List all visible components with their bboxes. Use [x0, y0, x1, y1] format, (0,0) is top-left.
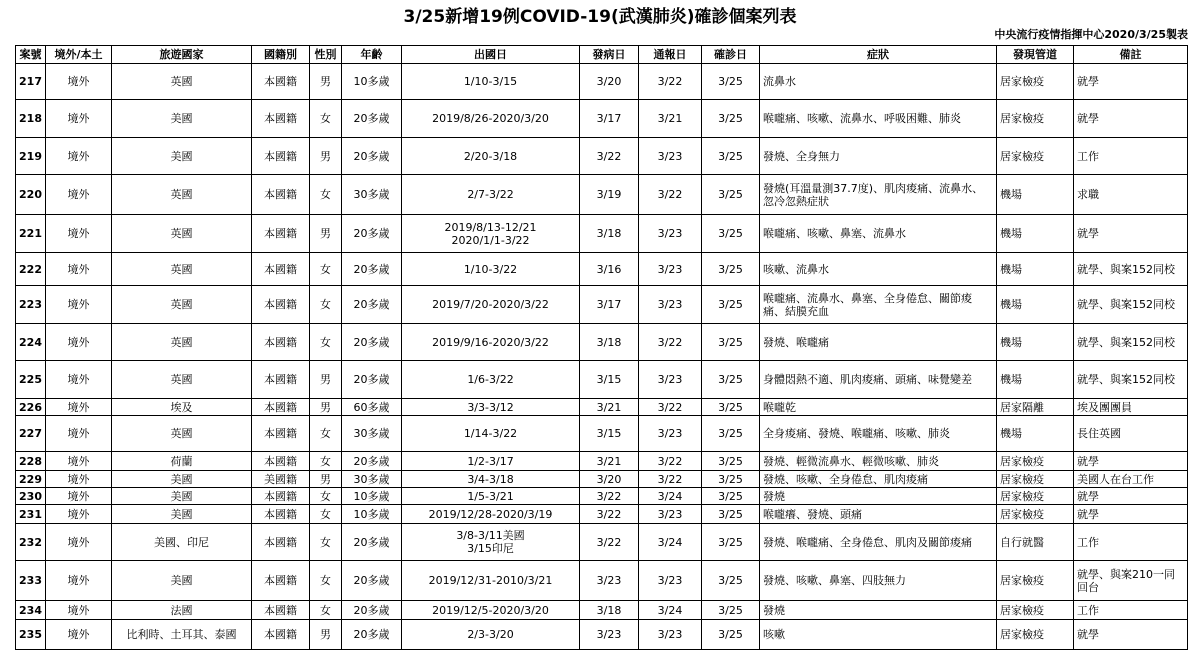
travel-country-cell: 荷蘭	[112, 452, 252, 471]
origin-cell: 境外	[46, 138, 112, 175]
report-date-cell: 3/24	[639, 601, 702, 620]
header-sex: 性別	[310, 46, 342, 64]
travel-country-cell: 英國	[112, 286, 252, 324]
nationality-cell: 本國籍	[252, 138, 310, 175]
table-row	[16, 561, 1188, 601]
discovery-channel-cell: 居家檢疫	[997, 488, 1074, 505]
discovery-channel-cell: 居家檢疫	[997, 471, 1074, 488]
table-row	[16, 286, 1188, 324]
travel-country-cell: 美國	[112, 100, 252, 138]
report-date-cell: 3/22	[639, 471, 702, 488]
confirm-date-cell: 3/25	[702, 524, 760, 561]
onset-date-cell: 3/23	[580, 561, 639, 601]
nationality-cell: 本國籍	[252, 416, 310, 452]
origin-cell: 境外	[46, 561, 112, 601]
nationality-cell: 本國籍	[252, 620, 310, 650]
table-row	[16, 324, 1188, 361]
table-row	[16, 488, 1188, 505]
age-cell: 10多歲	[342, 505, 402, 524]
report-date-cell: 3/23	[639, 361, 702, 399]
origin-cell: 境外	[46, 399, 112, 416]
case-id-cell: 225	[16, 361, 46, 399]
symptoms-cell: 發燒(耳溫量測37.7度)、肌肉痠痛、流鼻水、忽冷忽熱症狀	[760, 175, 997, 215]
symptoms-cell: 發燒	[760, 488, 997, 505]
confirm-date-cell: 3/25	[702, 361, 760, 399]
table-row	[16, 452, 1188, 471]
header-confirm-date: 確診日	[702, 46, 760, 64]
abroad-dates-cell: 3/3-3/12	[402, 399, 580, 416]
sex-cell: 女	[310, 100, 342, 138]
sex-cell: 女	[310, 416, 342, 452]
age-cell: 30多歲	[342, 471, 402, 488]
confirm-date-cell: 3/25	[702, 561, 760, 601]
onset-date-cell: 3/18	[580, 215, 639, 253]
origin-cell: 境外	[46, 505, 112, 524]
table-row	[16, 416, 1188, 452]
case-id-cell: 231	[16, 505, 46, 524]
report-date-cell: 3/24	[639, 488, 702, 505]
table-row	[16, 361, 1188, 399]
onset-date-cell: 3/16	[580, 253, 639, 286]
nationality-cell: 美國籍	[252, 471, 310, 488]
travel-country-cell: 埃及	[112, 399, 252, 416]
travel-country-cell: 英國	[112, 361, 252, 399]
discovery-channel-cell: 機場	[997, 324, 1074, 361]
sex-cell: 女	[310, 324, 342, 361]
origin-cell: 境外	[46, 416, 112, 452]
origin-cell: 境外	[46, 286, 112, 324]
nationality-cell: 本國籍	[252, 253, 310, 286]
table-row	[16, 138, 1188, 175]
table-row	[16, 524, 1188, 561]
sex-cell: 男	[310, 620, 342, 650]
header-nationality: 國籍別	[252, 46, 310, 64]
travel-country-cell: 美國	[112, 138, 252, 175]
sex-cell: 女	[310, 488, 342, 505]
origin-cell: 境外	[46, 620, 112, 650]
discovery-channel-cell: 居家檢疫	[997, 452, 1074, 471]
abroad-dates-cell: 2019/12/28-2020/3/19	[402, 505, 580, 524]
notes-cell: 就學	[1074, 100, 1188, 138]
onset-date-cell: 3/21	[580, 399, 639, 416]
onset-date-cell: 3/23	[580, 620, 639, 650]
discovery-channel-cell: 機場	[997, 175, 1074, 215]
notes-cell: 工作	[1074, 601, 1188, 620]
table-row	[16, 215, 1188, 253]
notes-cell: 就學、與案152同校	[1074, 361, 1188, 399]
discovery-channel-cell: 機場	[997, 361, 1074, 399]
symptoms-cell: 咳嗽、流鼻水	[760, 253, 997, 286]
confirm-date-cell: 3/25	[702, 505, 760, 524]
onset-date-cell: 3/17	[580, 286, 639, 324]
symptoms-cell: 發燒	[760, 601, 997, 620]
case-id-cell: 232	[16, 524, 46, 561]
age-cell: 20多歲	[342, 601, 402, 620]
header-discovery-channel: 發現管道	[997, 46, 1074, 64]
case-id-cell: 228	[16, 452, 46, 471]
onset-date-cell: 3/22	[580, 488, 639, 505]
confirm-date-cell: 3/25	[702, 64, 760, 100]
symptoms-cell: 喉嚨乾	[760, 399, 997, 416]
sex-cell: 男	[310, 399, 342, 416]
abroad-dates-cell: 1/6-3/22	[402, 361, 580, 399]
travel-country-cell: 比利時、土耳其、泰國	[112, 620, 252, 650]
case-id-cell: 233	[16, 561, 46, 601]
symptoms-cell: 咳嗽	[760, 620, 997, 650]
case-id-cell: 226	[16, 399, 46, 416]
symptoms-cell: 喉嚨痛、咳嗽、流鼻水、呼吸困難、肺炎	[760, 100, 997, 138]
discovery-channel-cell: 居家檢疫	[997, 561, 1074, 601]
onset-date-cell: 3/15	[580, 416, 639, 452]
symptoms-cell: 流鼻水	[760, 64, 997, 100]
age-cell: 10多歲	[342, 64, 402, 100]
onset-date-cell: 3/15	[580, 361, 639, 399]
discovery-channel-cell: 居家檢疫	[997, 64, 1074, 100]
onset-date-cell: 3/22	[580, 505, 639, 524]
notes-cell: 就學	[1074, 505, 1188, 524]
onset-date-cell: 3/20	[580, 64, 639, 100]
sex-cell: 女	[310, 175, 342, 215]
age-cell: 20多歲	[342, 253, 402, 286]
report-date-cell: 3/22	[639, 64, 702, 100]
abroad-dates-cell: 2/3-3/20	[402, 620, 580, 650]
onset-date-cell: 3/19	[580, 175, 639, 215]
onset-date-cell: 3/17	[580, 100, 639, 138]
report-date-cell: 3/23	[639, 416, 702, 452]
onset-date-cell: 3/22	[580, 138, 639, 175]
origin-cell: 境外	[46, 361, 112, 399]
sex-cell: 男	[310, 64, 342, 100]
header-travel-country: 旅遊國家	[112, 46, 252, 64]
origin-cell: 境外	[46, 253, 112, 286]
notes-cell: 求職	[1074, 175, 1188, 215]
abroad-dates-cell: 1/14-3/22	[402, 416, 580, 452]
age-cell: 20多歲	[342, 215, 402, 253]
report-date-cell: 3/21	[639, 100, 702, 138]
age-cell: 20多歲	[342, 286, 402, 324]
travel-country-cell: 英國	[112, 324, 252, 361]
discovery-channel-cell: 機場	[997, 416, 1074, 452]
case-id-cell: 230	[16, 488, 46, 505]
report-date-cell: 3/23	[639, 253, 702, 286]
notes-cell: 就學	[1074, 215, 1188, 253]
confirm-date-cell: 3/25	[702, 324, 760, 361]
nationality-cell: 本國籍	[252, 361, 310, 399]
sex-cell: 女	[310, 561, 342, 601]
origin-cell: 境外	[46, 64, 112, 100]
case-id-cell: 218	[16, 100, 46, 138]
age-cell: 20多歲	[342, 620, 402, 650]
case-id-cell: 224	[16, 324, 46, 361]
origin-cell: 境外	[46, 324, 112, 361]
source-note: 中央流行疫情指揮中心2020/3/25製表	[994, 28, 1188, 41]
table-row	[16, 253, 1188, 286]
abroad-dates-cell: 1/10-3/15	[402, 64, 580, 100]
travel-country-cell: 法國	[112, 601, 252, 620]
symptoms-cell: 喉嚨痛、流鼻水、鼻塞、全身倦怠、關節痠痛、結膜充血	[760, 286, 997, 324]
age-cell: 20多歲	[342, 324, 402, 361]
report-date-cell: 3/22	[639, 175, 702, 215]
nationality-cell: 本國籍	[252, 100, 310, 138]
origin-cell: 境外	[46, 100, 112, 138]
header-case-id: 案號	[16, 46, 46, 64]
case-id-cell: 234	[16, 601, 46, 620]
onset-date-cell: 3/20	[580, 471, 639, 488]
travel-country-cell: 美國	[112, 561, 252, 601]
header-notes: 備註	[1074, 46, 1188, 64]
header-origin: 境外/本土	[46, 46, 112, 64]
symptoms-cell: 發燒、咳嗽、全身倦怠、肌肉痠痛	[760, 471, 997, 488]
travel-country-cell: 英國	[112, 253, 252, 286]
symptoms-cell: 發燒、全身無力	[760, 138, 997, 175]
header-symptoms: 症狀	[760, 46, 997, 64]
sex-cell: 男	[310, 361, 342, 399]
age-cell: 30多歲	[342, 416, 402, 452]
notes-cell: 就學、與案210一同回台	[1074, 561, 1188, 601]
report-date-cell: 3/23	[639, 138, 702, 175]
case-id-cell: 217	[16, 64, 46, 100]
discovery-channel-cell: 居家檢疫	[997, 620, 1074, 650]
sex-cell: 女	[310, 452, 342, 471]
abroad-dates-cell: 2/7-3/22	[402, 175, 580, 215]
age-cell: 60多歲	[342, 399, 402, 416]
notes-cell: 工作	[1074, 138, 1188, 175]
sex-cell: 女	[310, 505, 342, 524]
notes-cell: 就學	[1074, 452, 1188, 471]
sex-cell: 女	[310, 286, 342, 324]
notes-cell: 就學	[1074, 488, 1188, 505]
case-table-body	[16, 64, 1188, 650]
nationality-cell: 本國籍	[252, 175, 310, 215]
symptoms-cell: 發燒、喉嚨痛	[760, 324, 997, 361]
confirm-date-cell: 3/25	[702, 100, 760, 138]
travel-country-cell: 美國、印尼	[112, 524, 252, 561]
case-id-cell: 221	[16, 215, 46, 253]
table-header-row	[16, 46, 1188, 64]
case-id-cell: 223	[16, 286, 46, 324]
travel-country-cell: 英國	[112, 416, 252, 452]
age-cell: 20多歲	[342, 524, 402, 561]
table-row	[16, 100, 1188, 138]
symptoms-cell: 身體悶熱不適、肌肉痠痛、頭痛、味覺變差	[760, 361, 997, 399]
discovery-channel-cell: 居家檢疫	[997, 138, 1074, 175]
nationality-cell: 本國籍	[252, 561, 310, 601]
abroad-dates-cell: 1/2-3/17	[402, 452, 580, 471]
onset-date-cell: 3/18	[580, 324, 639, 361]
discovery-channel-cell: 居家檢疫	[997, 100, 1074, 138]
table-row	[16, 620, 1188, 650]
sex-cell: 女	[310, 253, 342, 286]
report-date-cell: 3/23	[639, 286, 702, 324]
origin-cell: 境外	[46, 452, 112, 471]
confirm-date-cell: 3/25	[702, 488, 760, 505]
discovery-channel-cell: 機場	[997, 253, 1074, 286]
sex-cell: 男	[310, 138, 342, 175]
report-date-cell: 3/23	[639, 620, 702, 650]
confirm-date-cell: 3/25	[702, 175, 760, 215]
case-id-cell: 229	[16, 471, 46, 488]
age-cell: 20多歲	[342, 361, 402, 399]
onset-date-cell: 3/18	[580, 601, 639, 620]
discovery-channel-cell: 機場	[997, 286, 1074, 324]
sex-cell: 女	[310, 601, 342, 620]
confirm-date-cell: 3/25	[702, 452, 760, 471]
document-title: 3/25新增19例COVID-19(武漢肺炎)確診個案列表	[403, 7, 797, 27]
age-cell: 10多歲	[342, 488, 402, 505]
report-date-cell: 3/23	[639, 505, 702, 524]
abroad-dates-cell: 2019/9/16-2020/3/22	[402, 324, 580, 361]
sex-cell: 男	[310, 215, 342, 253]
confirm-date-cell: 3/25	[702, 601, 760, 620]
report-date-cell: 3/22	[639, 452, 702, 471]
age-cell: 20多歲	[342, 452, 402, 471]
notes-cell: 工作	[1074, 524, 1188, 561]
notes-cell: 就學	[1074, 64, 1188, 100]
confirm-date-cell: 3/25	[702, 620, 760, 650]
discovery-channel-cell: 居家隔離	[997, 399, 1074, 416]
origin-cell: 境外	[46, 175, 112, 215]
travel-country-cell: 英國	[112, 64, 252, 100]
abroad-dates-cell: 2019/8/26-2020/3/20	[402, 100, 580, 138]
nationality-cell: 本國籍	[252, 505, 310, 524]
sex-cell: 男	[310, 471, 342, 488]
travel-country-cell: 美國	[112, 488, 252, 505]
abroad-dates-cell: 2019/12/31-2010/3/21	[402, 561, 580, 601]
nationality-cell: 本國籍	[252, 399, 310, 416]
case-id-cell: 219	[16, 138, 46, 175]
header-abroad-dates: 出國日	[402, 46, 580, 64]
origin-cell: 境外	[46, 215, 112, 253]
nationality-cell: 本國籍	[252, 452, 310, 471]
abroad-dates-cell: 2019/12/5-2020/3/20	[402, 601, 580, 620]
nationality-cell: 本國籍	[252, 324, 310, 361]
discovery-channel-cell: 自行就醫	[997, 524, 1074, 561]
report-date-cell: 3/23	[639, 561, 702, 601]
discovery-channel-cell: 居家檢疫	[997, 601, 1074, 620]
abroad-dates-cell: 2019/8/13-12/21 2020/1/1-3/22	[402, 215, 580, 253]
origin-cell: 境外	[46, 601, 112, 620]
case-id-cell: 220	[16, 175, 46, 215]
header-report-date: 通報日	[639, 46, 702, 64]
confirm-date-cell: 3/25	[702, 471, 760, 488]
table-row	[16, 505, 1188, 524]
table-row	[16, 399, 1188, 416]
symptoms-cell: 發燒、咳嗽、鼻塞、四肢無力	[760, 561, 997, 601]
age-cell: 20多歲	[342, 561, 402, 601]
abroad-dates-cell: 1/10-3/22	[402, 253, 580, 286]
onset-date-cell: 3/22	[580, 524, 639, 561]
symptoms-cell: 全身痠痛、發燒、喉嚨痛、咳嗽、肺炎	[760, 416, 997, 452]
table-row	[16, 601, 1188, 620]
nationality-cell: 本國籍	[252, 64, 310, 100]
origin-cell: 境外	[46, 524, 112, 561]
report-date-cell: 3/22	[639, 324, 702, 361]
travel-country-cell: 美國	[112, 505, 252, 524]
origin-cell: 境外	[46, 471, 112, 488]
confirm-date-cell: 3/25	[702, 253, 760, 286]
nationality-cell: 本國籍	[252, 488, 310, 505]
age-cell: 30多歲	[342, 175, 402, 215]
case-id-cell: 235	[16, 620, 46, 650]
nationality-cell: 本國籍	[252, 524, 310, 561]
header-age: 年齡	[342, 46, 402, 64]
notes-cell: 埃及團團員	[1074, 399, 1188, 416]
notes-cell: 就學	[1074, 620, 1188, 650]
discovery-channel-cell: 居家檢疫	[997, 505, 1074, 524]
notes-cell: 就學、與案152同校	[1074, 286, 1188, 324]
sex-cell: 女	[310, 524, 342, 561]
travel-country-cell: 英國	[112, 215, 252, 253]
confirm-date-cell: 3/25	[702, 138, 760, 175]
symptoms-cell: 發燒、輕微流鼻水、輕微咳嗽、肺炎	[760, 452, 997, 471]
nationality-cell: 本國籍	[252, 601, 310, 620]
symptoms-cell: 喉嚨癢、發燒、頭痛	[760, 505, 997, 524]
confirm-date-cell: 3/25	[702, 399, 760, 416]
travel-country-cell: 美國	[112, 471, 252, 488]
report-date-cell: 3/22	[639, 399, 702, 416]
notes-cell: 就學、與案152同校	[1074, 324, 1188, 361]
travel-country-cell: 英國	[112, 175, 252, 215]
notes-cell: 美國人在台工作	[1074, 471, 1188, 488]
case-table	[15, 45, 1188, 650]
onset-date-cell: 3/21	[580, 452, 639, 471]
symptoms-cell: 發燒、喉嚨痛、全身倦怠、肌肉及關節痠痛	[760, 524, 997, 561]
symptoms-cell: 喉嚨痛、咳嗽、鼻塞、流鼻水	[760, 215, 997, 253]
confirm-date-cell: 3/25	[702, 416, 760, 452]
table-row	[16, 471, 1188, 488]
abroad-dates-cell: 1/5-3/21	[402, 488, 580, 505]
notes-cell: 就學、與案152同校	[1074, 253, 1188, 286]
confirm-date-cell: 3/25	[702, 215, 760, 253]
nationality-cell: 本國籍	[252, 215, 310, 253]
abroad-dates-cell: 3/4-3/18	[402, 471, 580, 488]
table-row	[16, 175, 1188, 215]
case-id-cell: 222	[16, 253, 46, 286]
age-cell: 20多歲	[342, 100, 402, 138]
case-id-cell: 227	[16, 416, 46, 452]
confirm-date-cell: 3/25	[702, 286, 760, 324]
table-row	[16, 64, 1188, 100]
header-onset-date: 發病日	[580, 46, 639, 64]
abroad-dates-cell: 2019/7/20-2020/3/22	[402, 286, 580, 324]
discovery-channel-cell: 機場	[997, 215, 1074, 253]
nationality-cell: 本國籍	[252, 286, 310, 324]
abroad-dates-cell: 3/8-3/11美國 3/15印尼	[402, 524, 580, 561]
origin-cell: 境外	[46, 488, 112, 505]
report-date-cell: 3/23	[639, 215, 702, 253]
report-date-cell: 3/24	[639, 524, 702, 561]
abroad-dates-cell: 2/20-3/18	[402, 138, 580, 175]
notes-cell: 長住英國	[1074, 416, 1188, 452]
age-cell: 20多歲	[342, 138, 402, 175]
